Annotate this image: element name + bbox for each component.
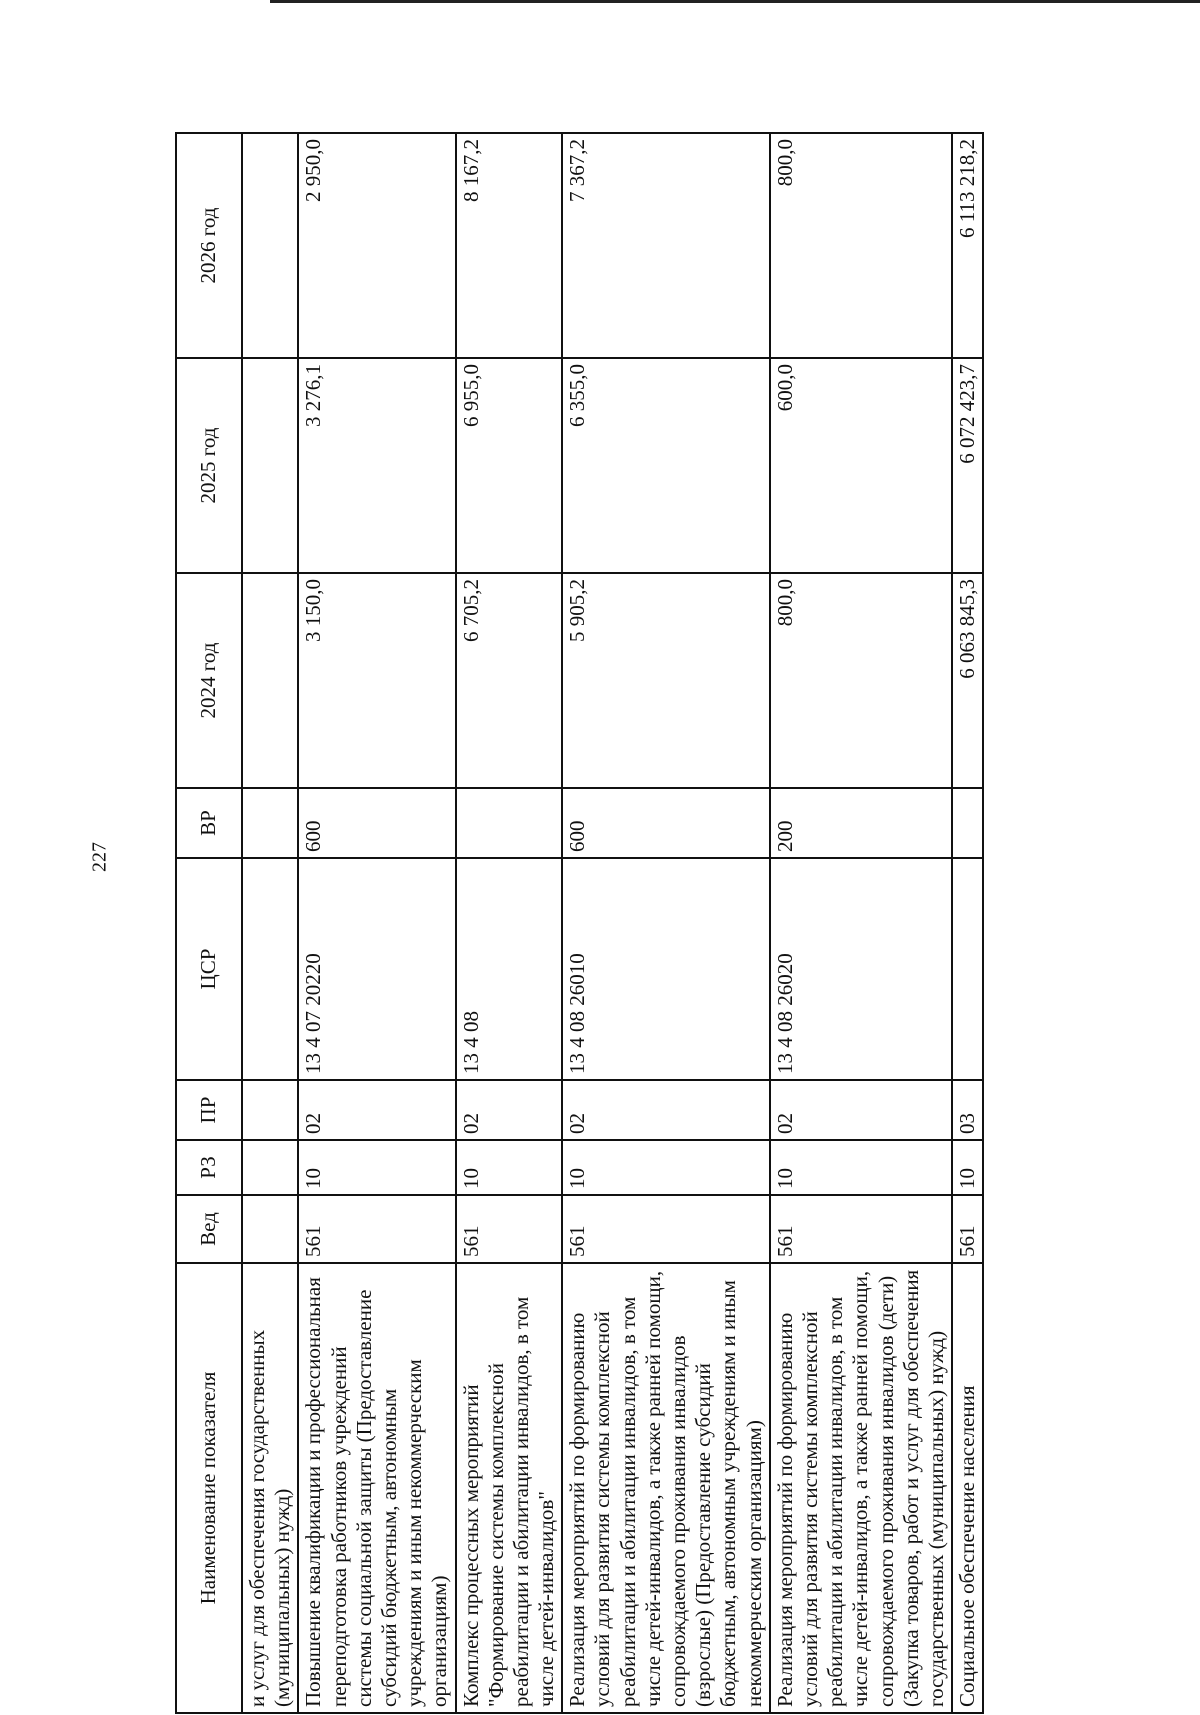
cell-2024: 3 150,0 bbox=[298, 573, 455, 788]
cell-vr: 600 bbox=[298, 788, 455, 858]
cell-2026 bbox=[242, 133, 298, 358]
cell-2026: 7 367,2 bbox=[562, 133, 770, 358]
cell-2025: 3 276,1 bbox=[298, 358, 455, 573]
table-row bbox=[952, 133, 983, 1713]
cell-pr: 02 bbox=[456, 1080, 563, 1140]
cell-2026: 6 113 218,2 bbox=[952, 133, 983, 358]
header-2026: 2026 год bbox=[176, 133, 242, 358]
cell-pr: 02 bbox=[562, 1080, 770, 1140]
cell-ved bbox=[242, 1195, 298, 1263]
cell-2025: 6 955,0 bbox=[456, 358, 563, 573]
cell-2024: 800,0 bbox=[770, 573, 952, 788]
cell-vr: 600 bbox=[562, 788, 770, 858]
rotated-sheet bbox=[175, 134, 1135, 1714]
page-number: 227 bbox=[88, 842, 111, 872]
cell-name: Комплекс процессных мероприятий "Формирование системы комплексной реабилитации и абилитации инвалидов, в том числе детей-инвалидов" bbox=[456, 1263, 563, 1713]
cell-rz bbox=[242, 1140, 298, 1195]
cell-pr bbox=[242, 1080, 298, 1140]
cell-vr: 200 bbox=[770, 788, 952, 858]
budget-table bbox=[175, 132, 984, 1714]
cell-ved: 561 bbox=[456, 1195, 563, 1263]
cell-name: Социальное обеспечение населения bbox=[952, 1263, 983, 1713]
header-csr: ЦСР bbox=[176, 858, 242, 1080]
cell-vr bbox=[242, 788, 298, 858]
cell-rz: 10 bbox=[562, 1140, 770, 1195]
cell-ved: 561 bbox=[952, 1195, 983, 1263]
table-row bbox=[456, 133, 563, 1713]
cell-pr: 02 bbox=[770, 1080, 952, 1140]
header-vr: ВР bbox=[176, 788, 242, 858]
cell-2025: 6 355,0 bbox=[562, 358, 770, 573]
cell-name: Реализация мероприятий по формированию условий для развития системы комплексной реабилитации и абилитации инвалидов, в том числе детей-инвалидов, а также ранней помощи, сопровождаемого проживания инвалидов (взрослые) (Предоставление субсидий бюджетным, автономным учреждениям и иным некоммерческим организациям) bbox=[562, 1263, 770, 1713]
cell-csr bbox=[242, 858, 298, 1080]
cell-name: Реализация мероприятий по формированию условий для развития системы комплексной реабилитации и абилитации инвалидов, в том числе детей-инвалидов, а также ранней помощи, сопровождаемого проживания инвалидов (дети) (Закупка товаров, работ и услуг для обеспечения государственных (муниципальных) нужд) bbox=[770, 1263, 952, 1713]
cell-csr: 13 4 08 bbox=[456, 858, 563, 1080]
header-pr: ПР bbox=[176, 1080, 242, 1140]
cell-rz: 10 bbox=[770, 1140, 952, 1195]
cell-2024: 6 705,2 bbox=[456, 573, 563, 788]
cell-2025: 6 072 423,7 bbox=[952, 358, 983, 573]
cell-rz: 10 bbox=[456, 1140, 563, 1195]
header-rz: РЗ bbox=[176, 1140, 242, 1195]
cell-rz: 10 bbox=[298, 1140, 455, 1195]
table-row bbox=[298, 133, 455, 1713]
table-row bbox=[770, 133, 952, 1713]
cell-2024: 5 905,2 bbox=[562, 573, 770, 788]
table-row bbox=[562, 133, 770, 1713]
cell-rz: 10 bbox=[952, 1140, 983, 1195]
cell-vr bbox=[456, 788, 563, 858]
cell-ved: 561 bbox=[562, 1195, 770, 1263]
cell-2024: 6 063 845,3 bbox=[952, 573, 983, 788]
table-row bbox=[242, 133, 298, 1713]
cell-2026: 2 950,0 bbox=[298, 133, 455, 358]
header-2025: 2025 год bbox=[176, 358, 242, 573]
cell-csr: 13 4 08 26020 bbox=[770, 858, 952, 1080]
cell-2025 bbox=[242, 358, 298, 573]
top-border-line bbox=[270, 0, 1200, 3]
cell-ved: 561 bbox=[298, 1195, 455, 1263]
header-2024: 2024 год bbox=[176, 573, 242, 788]
cell-csr bbox=[952, 858, 983, 1080]
cell-2026: 800,0 bbox=[770, 133, 952, 358]
cell-pr: 02 bbox=[298, 1080, 455, 1140]
cell-name: и услуг для обеспечения государственных (муниципальных) нужд) bbox=[242, 1263, 298, 1713]
cell-vr bbox=[952, 788, 983, 858]
cell-name: Повышение квалификации и профессиональная переподготовка работников учреждений системы социальной защиты (Предоставление субсидий бюджетным, автономным учреждениям и иным некоммерческим организациям) bbox=[298, 1263, 455, 1713]
cell-2024 bbox=[242, 573, 298, 788]
cell-csr: 13 4 08 26010 bbox=[562, 858, 770, 1080]
cell-csr: 13 4 07 20220 bbox=[298, 858, 455, 1080]
cell-2025: 600,0 bbox=[770, 358, 952, 573]
table-header-row bbox=[176, 133, 242, 1713]
header-ved: Вед bbox=[176, 1195, 242, 1263]
header-name: Наименование показателя bbox=[176, 1263, 242, 1713]
cell-2026: 8 167,2 bbox=[456, 133, 563, 358]
cell-ved: 561 bbox=[770, 1195, 952, 1263]
cell-pr: 03 bbox=[952, 1080, 983, 1140]
